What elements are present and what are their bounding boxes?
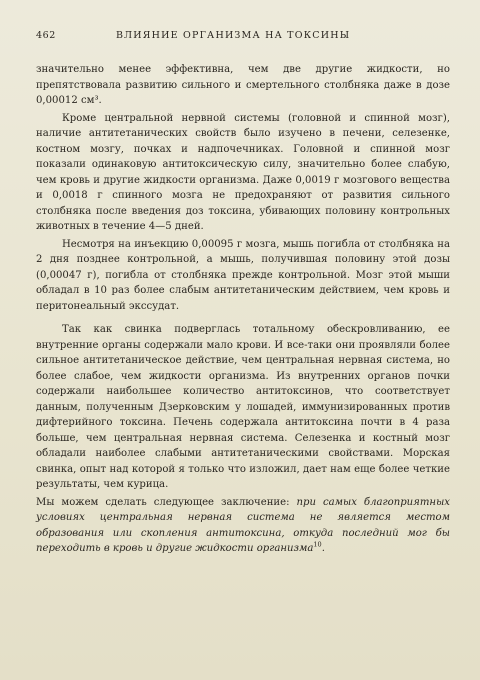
footnote-reference: 10: [313, 540, 322, 549]
page-number: 462: [36, 30, 56, 41]
paragraph: Несмотря на инъекцию 0,00095 г мозга, мышь погибла от столбняка на 2 дня позднее контрольной, а мышь, получившая половину этой дозы (0,00047 г), погибла от столбняка прежде контрольной. Мозг этой мыши обладал в 10 раз более слабым антитетаническим действием, чем кровь и перитонеальный экссудат.: [36, 238, 450, 312]
page-header: [36, 30, 448, 44]
paragraph: Кроме центральной нервной системы (головной и спинной мозг), наличие антитетанических свойств было изучено в печени, селезенке, костном мозгу, почках и надпочечниках. Головной и спинной мозг показали одинаковую антитоксическую силу, значительно более слабую, чем кровь и другие жидкости организма. Даже 0,0019 г мозгового вещества и 0,0018 г спинного мозга не предохраняют от развития сильного столбняка после введения доз токсина, убивающих половину контрольных животных в течение 4—5 дней.: [36, 112, 450, 232]
conclusion-intro: Мы можем сделать следующее заключение:: [36, 496, 290, 508]
paragraph: Так как свинка подверглась тотальному обескровливанию, ее внутренние органы содержали мало крови. И все-таки они проявляли более сильное антитетаническое действие, чем центральная нервная система, но более слабое, чем жидкости организма. Из внутренних органов почки содержали наибольшее количество антитоксинов, что соответствует данным, полученным Дзерковским у лошадей, иммунизированных против дифтерийного токсина. Печень содержала антитоксина почти в 4 раза больше, чем центральная нервная система. Селезенка и костный мозг обладали наиболее слабыми антитетаническими свойствами. Морская свинка, опыт над которой я только что изложил, дает нам еще более четкие результаты, чем курица.: [36, 324, 450, 490]
footnote-suffix: .: [321, 543, 325, 554]
conclusion-italic: при самых благоприятных условиях центральная нервная система не является местом образования или скопления антитоксина, откуда последний мог бы переходить в кровь и другие жидкости организма: [36, 496, 450, 554]
paragraph: значительно менее эффективна, чем две другие жидкости, но препятствовала развитию сильного и смертельного столбняка даже в дозе 0,00012 см³.: [36, 64, 450, 106]
conclusion-paragraph: [36, 495, 450, 557]
running-title: ВЛИЯНИЕ ОРГАНИЗМА НА ТОКСИНЫ: [116, 30, 351, 41]
page-body: [36, 62, 450, 559]
